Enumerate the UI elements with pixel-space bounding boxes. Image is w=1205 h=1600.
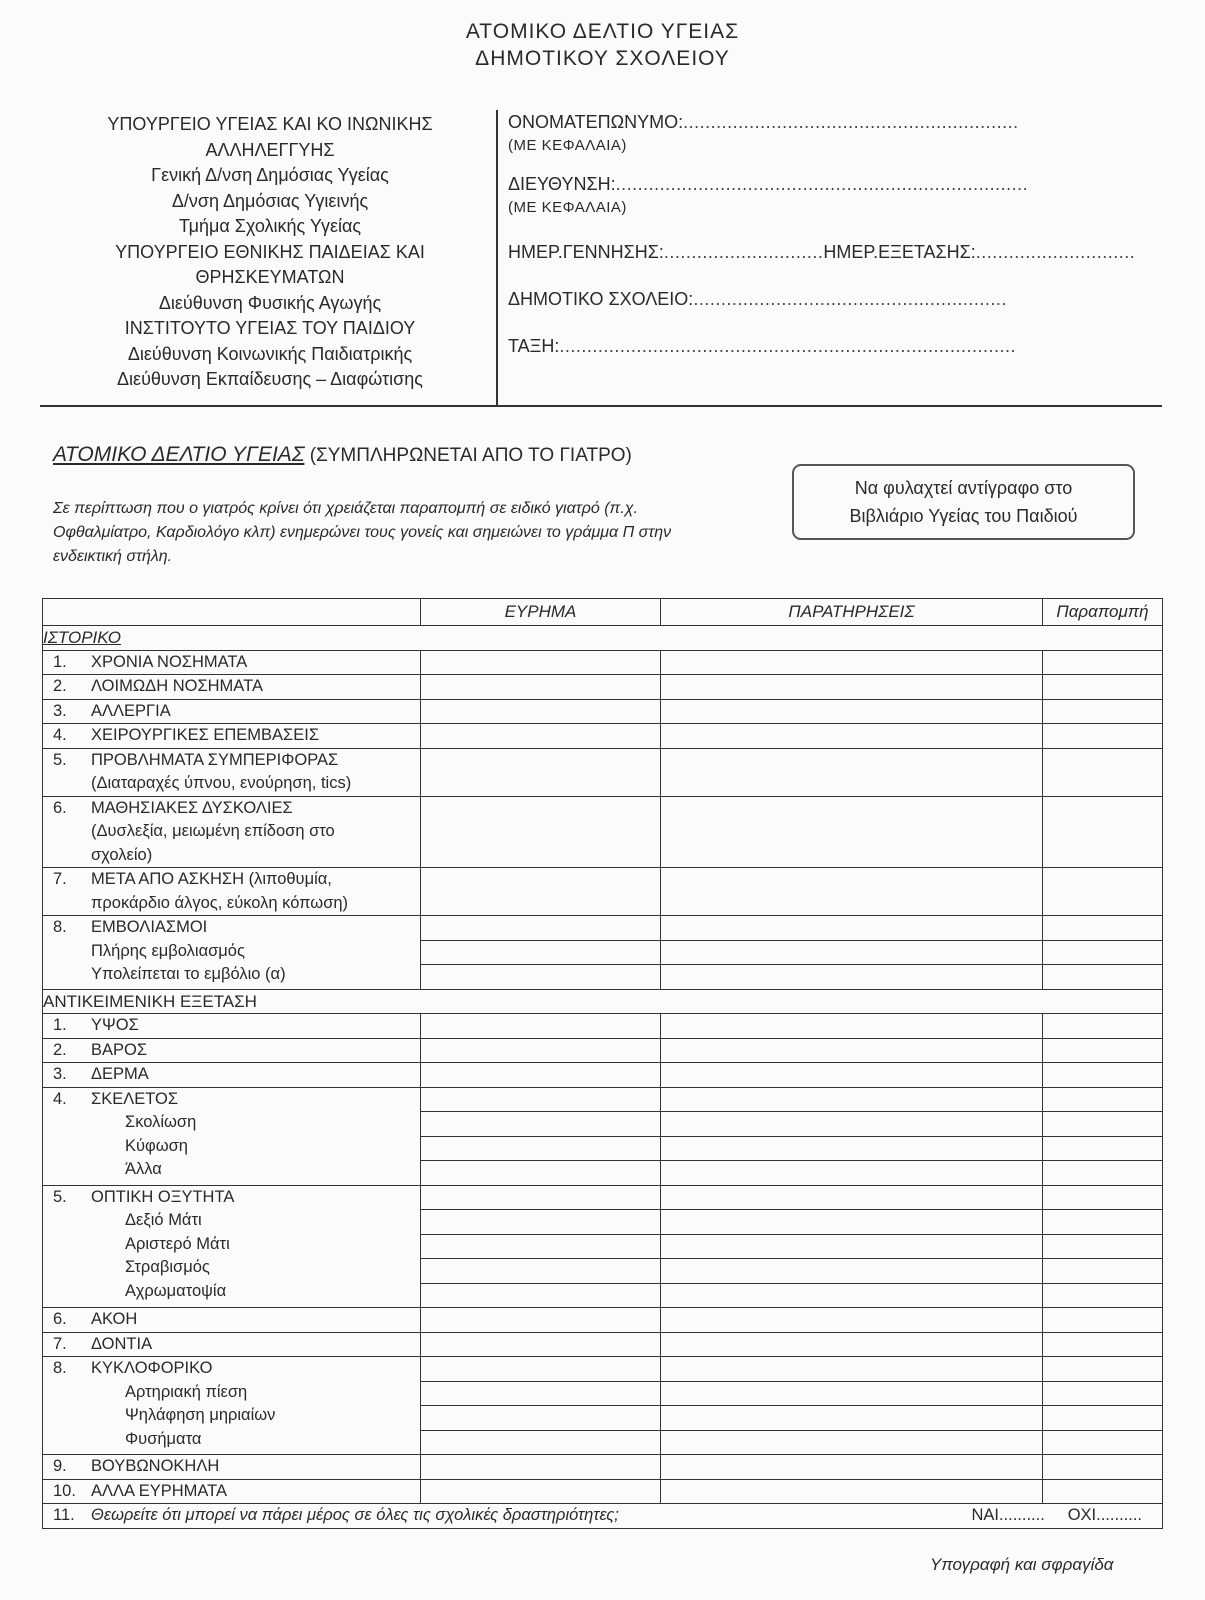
row-number: 10.: [53, 1481, 76, 1500]
header-referral: Παραπομπή: [1043, 599, 1163, 626]
class-field[interactable]: ΤΑΞΗ:...................................................................................: [508, 336, 1016, 356]
row-number: 6.: [53, 1310, 67, 1328]
title-line-2: ΔΗΜΟΤΙΚΟΥ ΣΧΟΛΕΙΟΥ: [475, 47, 730, 70]
remarks-cell[interactable]: [661, 699, 1043, 724]
remarks-cell[interactable]: [661, 1357, 1043, 1455]
ministry-line: ΘΡΗΣΚΕΥΜΑΤΩΝ: [195, 267, 345, 287]
school-field[interactable]: ΔΗΜΟΤΙΚΟ ΣΧΟΛΕΙΟ:.........................................................: [508, 289, 1007, 309]
sub-item: Ψηλάφηση μηριαίων: [125, 1406, 276, 1424]
document-title: [0, 18, 1205, 72]
table-row: [43, 650, 1163, 675]
row-number: 7.: [53, 870, 67, 888]
row-label-cell: [43, 1038, 421, 1063]
table-row: [43, 1308, 1163, 1333]
row-label: ΛΟΙΜΩΔΗ ΝΟΣΗΜΑΤΑ: [91, 677, 263, 695]
signature-label: Υπογραφή και σφραγίδα: [930, 1555, 1114, 1574]
row-label-cell: [43, 1479, 421, 1504]
row-note: σχολείο): [91, 845, 153, 864]
table-row: [43, 1087, 1163, 1185]
row-label-cell: [43, 1332, 421, 1357]
referral-cell[interactable]: [1043, 796, 1163, 868]
finding-cell[interactable]: [421, 699, 661, 724]
finding-cell[interactable]: [421, 1185, 661, 1308]
header-remarks: ΠΑΡΑΤΗΡΗΣΕΙΣ: [661, 599, 1043, 626]
remarks-cell[interactable]: [661, 1014, 1043, 1039]
title-line-1: ΑΤΟΜΙΚΟ ΔΕΛΤΙΟ ΥΓΕΙΑΣ: [465, 20, 740, 43]
row-number: 11.: [53, 1506, 75, 1524]
referral-cell[interactable]: [1043, 1332, 1163, 1357]
row-number: 6.: [53, 798, 67, 817]
intro-line-1: Σε περίπτωση που ο γιατρός κρίνει ότι χρειάζεται παραπομπή σε ειδικό γιατρό (π.χ.: [53, 500, 638, 517]
class-label: ΤΑΞΗ:: [508, 336, 560, 356]
row-label: ΧΕΙΡΟΥΡΓΙΚΕΣ ΕΠΕΜΒΑΣΕΙΣ: [91, 726, 320, 744]
finding-cell[interactable]: [421, 796, 661, 868]
table-row: [43, 796, 1163, 868]
remarks-cell[interactable]: [661, 1479, 1043, 1504]
row-number: 4.: [53, 726, 67, 744]
ministry-line: Διεύθυνση Φυσικής Αγωγής: [158, 292, 382, 313]
row-number: 1.: [53, 652, 67, 671]
table-row: [43, 748, 1163, 796]
section-subtitle: (ΣΥΜΠΛΗΡΩΝΕΤΑΙ ΑΠΟ ΤΟ ΓΙΑΤΡΟ): [309, 445, 632, 466]
row-number: 3.: [53, 701, 67, 720]
intro-line-3: ενδεικτική στήλη.: [53, 548, 173, 565]
row-label: ΠΡΟΒΛΗΜΑΤΑ ΣΥΜΠΕΡΙΦΟΡΑΣ: [91, 750, 339, 769]
finding-cell[interactable]: [421, 1038, 661, 1063]
sub-item: Στραβισμός: [125, 1258, 210, 1276]
finding-cell[interactable]: [421, 1332, 661, 1357]
sub-item: Φυσήματα: [125, 1429, 202, 1448]
finding-cell[interactable]: [421, 650, 661, 675]
row-label-cell: [43, 1357, 421, 1455]
yes-no-options: [971, 1504, 1142, 1528]
participation-question: Θεωρείτε ότι μπορεί να πάρει μέρος σε όλες τις σχολικές δραστηριότητες;: [91, 1506, 619, 1524]
table-row: [43, 1185, 1163, 1308]
exam-date-label: ΗΜΕΡ.ΕΞΕΤΑΣΗΣ:: [823, 242, 976, 262]
referral-cell[interactable]: [1043, 699, 1163, 724]
row-note: (Διαταραχές ύπνου, ενούρηση, tics): [91, 774, 352, 792]
remarks-cell[interactable]: [661, 724, 1043, 749]
ministries-block: [60, 112, 480, 393]
row-label: ΒΟΥΒΩΝΟΚΗΛΗ: [91, 1457, 220, 1475]
note-line-1: Να φυλαχτεί αντίγραφο στο: [854, 478, 1073, 498]
referral-cell[interactable]: [1043, 868, 1163, 916]
header-divider-vertical: [496, 110, 498, 406]
table-row: [43, 1332, 1163, 1357]
row-number: 4.: [53, 1089, 67, 1108]
row-label-cell: [43, 675, 421, 700]
header-finding: ΕΥΡΗΜΑ: [421, 599, 661, 626]
remarks-cell[interactable]: [661, 1185, 1043, 1308]
row-label: ΔΟΝΤΙΑ: [91, 1334, 153, 1353]
sub-item: Κύφωση: [125, 1136, 188, 1155]
history-section-row: [43, 626, 1163, 651]
row-number: 8.: [53, 1359, 67, 1377]
row-label-cell: [43, 724, 421, 749]
finding-cell[interactable]: [421, 1479, 661, 1504]
row-number: 5.: [53, 750, 67, 769]
birth-date-label: ΗΜΕΡ.ΓΕΝΝΗΣΗΣ:: [508, 242, 664, 262]
row-note: (Δυσλεξία, μειωμένη επίδοση στο: [91, 822, 335, 840]
exam-title: ΑΝΤΙΚΕΙΜΕΝΙΚΗ ΕΞΕΤΑΣΗ: [43, 989, 1163, 1014]
address-field[interactable]: ΔΙΕΥΘΥΝΣΗ:...........................................................................: [508, 174, 1029, 194]
row-label-cell: [43, 1063, 421, 1088]
participation-row: [43, 1504, 1163, 1529]
row-label: ΧΡΟΝΙΑ ΝΟΣΗΜΑΤΑ: [91, 652, 248, 671]
row-number: 2.: [53, 1040, 67, 1059]
table-row: [43, 724, 1163, 749]
table-row: [43, 699, 1163, 724]
row-number: 2.: [53, 677, 67, 695]
remarks-cell[interactable]: [661, 1063, 1043, 1088]
participation-cell: [43, 1504, 1163, 1529]
instructions-text: [53, 497, 773, 569]
sub-item: Σκολίωση: [125, 1113, 197, 1131]
row-label-cell: [43, 748, 421, 796]
remarks-cell[interactable]: [661, 1308, 1043, 1333]
ministry-line: Διεύθυνση Κοινωνικής Παιδιατρικής: [127, 343, 413, 364]
no-option[interactable]: ΟΧΙ..........: [1067, 1506, 1142, 1524]
ministry-line: ΑΛΛΗΛΕΓΓΥΗΣ: [205, 139, 335, 160]
row-label: ΒΑΡΟΣ: [91, 1040, 148, 1059]
remarks-cell[interactable]: [661, 1455, 1043, 1480]
ministry-line: Δ/νση Δημόσιας Υγιεινής: [171, 190, 369, 211]
row-label-cell: [43, 1014, 421, 1039]
history-title: ΙΣΤΟΡΙΚΟ: [43, 626, 1163, 651]
table-row: [43, 1479, 1163, 1504]
health-table: [42, 598, 1163, 1529]
referral-cell[interactable]: [1043, 1038, 1163, 1063]
sub-item: Αρτηριακή πίεση: [125, 1382, 248, 1401]
referral-cell[interactable]: [1043, 748, 1163, 796]
note-line-2: Βιβλιάριο Υγείας του Παιδιού: [849, 506, 1078, 526]
row-label-cell: [43, 1185, 421, 1308]
ministry-line: Τμήμα Σχολικής Υγείας: [178, 216, 362, 236]
row-label-cell: [43, 1308, 421, 1333]
row-label-cell: [43, 916, 421, 990]
row-label-cell: [43, 699, 421, 724]
address-label: ΔΙΕΥΘΥΝΣΗ:: [508, 174, 616, 194]
table-row: [43, 675, 1163, 700]
intro-line-2: Οφθαλμίατρο, Καρδιολόγο κλπ) ενημερώνει τους γονείς και σημειώνει το γράμμα Π στην: [53, 524, 672, 541]
table-row: [43, 916, 1163, 990]
ministry-line: ΥΠΟΥΡΓΕΙΟ ΕΘΝΙΚΗΣ ΠΑΙΔΕΙΑΣ ΚΑΙ: [115, 241, 425, 262]
finding-cell[interactable]: [421, 1087, 661, 1185]
name-sub: (ΜΕ ΚΕΦΑΛΑΙΑ): [508, 137, 627, 154]
table-row: [43, 1063, 1163, 1088]
referral-cell[interactable]: [1043, 650, 1163, 675]
row-note: Πλήρης εμβολιασμός: [91, 941, 245, 960]
exam-section-row: [43, 989, 1163, 1014]
table-row: [43, 1357, 1163, 1455]
finding-cell[interactable]: [421, 1308, 661, 1333]
sub-item: Άλλα: [125, 1160, 162, 1178]
row-label-cell: [43, 796, 421, 868]
referral-cell[interactable]: [1043, 1455, 1163, 1480]
row-note: Υπολείπεται το εμβόλιο (α): [91, 965, 286, 983]
school-label: ΔΗΜΟΤΙΚΟ ΣΧΟΛΕΙΟ:: [508, 289, 694, 309]
finding-cell[interactable]: [421, 916, 661, 990]
remarks-cell[interactable]: [661, 916, 1043, 990]
referral-cell[interactable]: [1043, 1308, 1163, 1333]
row-label: ΔΕΡΜΑ: [91, 1065, 149, 1083]
row-number: 8.: [53, 918, 67, 936]
address-sub: (ΜΕ ΚΕΦΑΛΑΙΑ): [508, 199, 627, 216]
ministry-line: ΙΝΣΤΙΤΟΥΤΟ ΥΓΕΙΑΣ ΤΟΥ ΠΑΙΔΙΟΥ: [124, 318, 416, 338]
sub-item: Δεξιό Μάτι: [125, 1211, 202, 1229]
ministry-line: Γενική Δ/νση Δημόσιας Υγείας: [151, 165, 389, 185]
row-label: ΣΚΕΛΕΤΟΣ: [91, 1089, 179, 1108]
row-number: 7.: [53, 1334, 67, 1353]
sub-item: Αριστερό Μάτι: [125, 1234, 230, 1253]
remarks-cell[interactable]: [661, 1087, 1043, 1185]
section-title: ΑΤΟΜΙΚΟ ΔΕΛΤΙΟ ΥΓΕΙΑΣ: [53, 443, 305, 466]
row-label-cell: [43, 650, 421, 675]
row-label-cell: [43, 868, 421, 916]
row-label: ΑΛΛΕΡΓΙΑ: [91, 701, 171, 720]
copy-note-box: [792, 464, 1135, 540]
remarks-cell[interactable]: [661, 1038, 1043, 1063]
remarks-cell[interactable]: [661, 796, 1043, 868]
row-label: ΑΛΛΑ ΕΥΡΗΜΑΤΑ: [91, 1481, 228, 1500]
referral-cell[interactable]: [1043, 1185, 1163, 1308]
referral-cell[interactable]: [1043, 916, 1163, 990]
header-item: [43, 599, 421, 626]
remarks-cell[interactable]: [661, 650, 1043, 675]
remarks-cell[interactable]: [661, 868, 1043, 916]
row-label: ΜΕΤΑ ΑΠΟ ΑΣΚΗΣΗ (λιποθυμία,: [91, 870, 332, 888]
finding-cell[interactable]: [421, 1063, 661, 1088]
finding-cell[interactable]: [421, 1014, 661, 1039]
referral-cell[interactable]: [1043, 1357, 1163, 1455]
row-label: ΕΜΒΟΛΙΑΣΜΟΙ: [91, 918, 208, 936]
remarks-cell[interactable]: [661, 748, 1043, 796]
table-header-row: [43, 599, 1163, 626]
finding-cell[interactable]: [421, 675, 661, 700]
finding-cell[interactable]: [421, 724, 661, 749]
finding-cell[interactable]: [421, 868, 661, 916]
sub-item: Αχρωματοψία: [125, 1281, 227, 1300]
row-label: ΑΚΟΗ: [91, 1310, 138, 1328]
referral-cell[interactable]: [1043, 675, 1163, 700]
remarks-cell[interactable]: [661, 1332, 1043, 1357]
finding-cell[interactable]: [421, 748, 661, 796]
referral-cell[interactable]: [1043, 1087, 1163, 1185]
row-number: 5.: [53, 1187, 67, 1206]
name-field[interactable]: ΟΝΟΜΑΤΕΠΩΝΥΜΟ:.............................................................: [508, 112, 1019, 132]
header-divider-horizontal: [40, 405, 1162, 407]
row-number: 1.: [53, 1016, 67, 1034]
referral-cell[interactable]: [1043, 1014, 1163, 1039]
finding-cell[interactable]: [421, 1455, 661, 1480]
table-row: [43, 1014, 1163, 1039]
table-row: [43, 1038, 1163, 1063]
row-number: 3.: [53, 1065, 67, 1083]
name-label: ΟΝΟΜΑΤΕΠΩΝΥΜΟ:: [508, 112, 684, 132]
row-label: ΜΑΘΗΣΙΑΚΕΣ ΔΥΣΚΟΛΙΕΣ: [91, 798, 293, 817]
dates-field[interactable]: ΗΜΕΡ.ΓΕΝΝΗΣΗΣ:.............................ΗΜΕΡ.ΕΞΕΤΑΣΗΣ:.............................: [508, 242, 1136, 262]
ministry-line: ΥΠΟΥΡΓΕΙΟ ΥΓΕΙΑΣ ΚΑΙ ΚΟ ΙΝΩΝΙΚΗΣ: [107, 114, 433, 134]
ministry-line: Διεύθυνση Εκπαίδευσης – Διαφώτισης: [117, 369, 423, 389]
row-note: προκάρδιο άλγος, εύκολη κόπωση): [91, 893, 349, 912]
row-label: ΟΠΤΙΚΗ ΟΞΥΤΗΤΑ: [91, 1187, 235, 1206]
section-heading: [53, 443, 632, 467]
row-label-cell: [43, 1455, 421, 1480]
row-number: 9.: [53, 1457, 67, 1475]
referral-cell[interactable]: [1043, 1479, 1163, 1504]
yes-option[interactable]: ΝΑΙ..........: [971, 1506, 1045, 1524]
referral-cell[interactable]: [1043, 724, 1163, 749]
referral-cell[interactable]: [1043, 1063, 1163, 1088]
table-row: [43, 1455, 1163, 1480]
row-label: ΥΨΟΣ: [91, 1016, 139, 1034]
finding-cell[interactable]: [421, 1357, 661, 1455]
row-label: ΚΥΚΛΟΦΟΡΙΚΟ: [91, 1359, 213, 1377]
remarks-cell[interactable]: [661, 675, 1043, 700]
table-row: [43, 868, 1163, 916]
row-label-cell: [43, 1087, 421, 1185]
